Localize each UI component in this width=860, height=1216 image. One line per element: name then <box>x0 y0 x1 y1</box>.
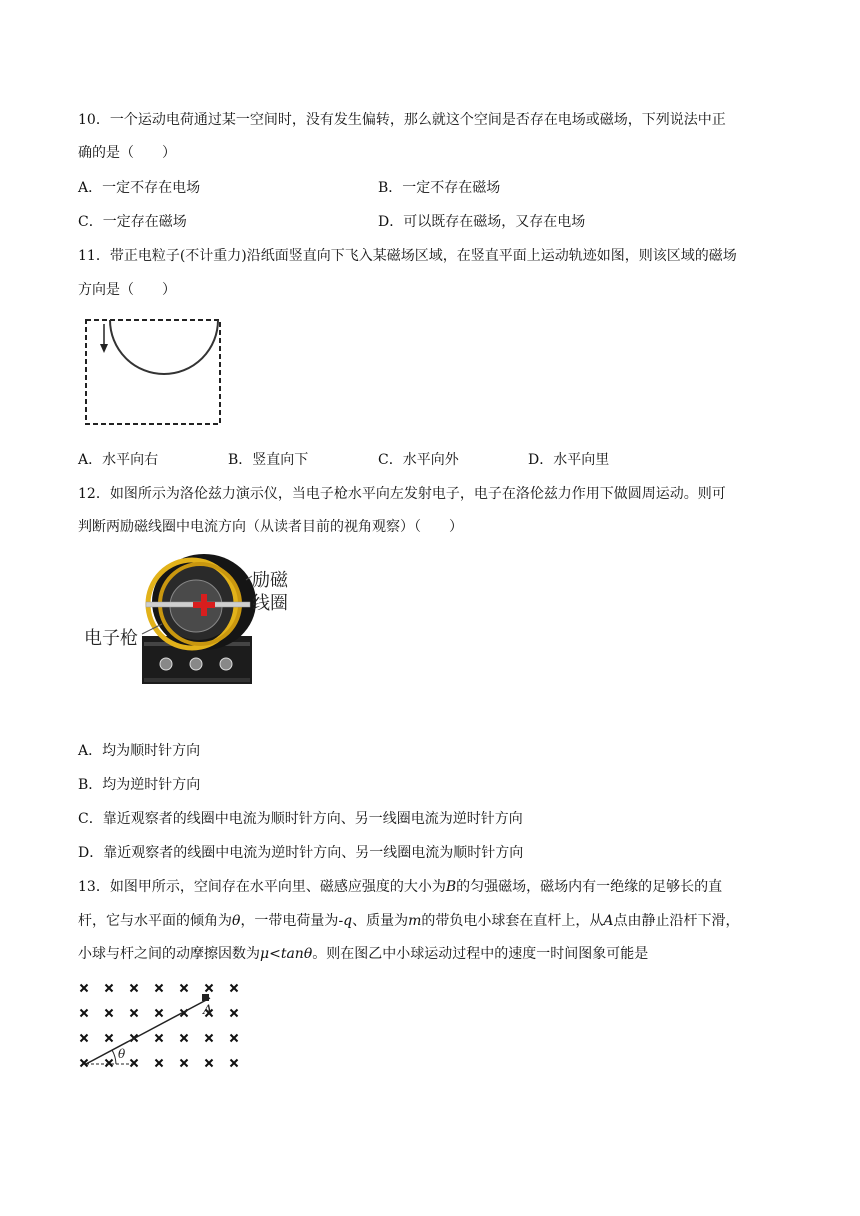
knob-icon <box>190 658 202 670</box>
q12-stem-line1: 12．如图所示为洛伦兹力演示仪，当电子枪水平向左发射电子，电子在洛伦兹力作用下做圆周运动。则可 <box>78 486 726 502</box>
x-mark-icon <box>156 1010 163 1017</box>
x-mark-icon <box>131 985 138 992</box>
semicircle-trajectory <box>110 320 218 374</box>
point-a-label: A <box>203 1003 213 1018</box>
knob-icon <box>160 658 172 670</box>
x-mark-icon <box>181 1060 188 1067</box>
x-mark-icon <box>106 1010 113 1017</box>
x-mark-icon <box>81 1035 88 1042</box>
x-mark-icon <box>156 1060 163 1067</box>
q10-option-c: C．一定存在磁场 <box>78 214 187 230</box>
q11-option-c: C．水平向外 <box>378 452 459 468</box>
q12-option-a: A．均为顺时针方向 <box>78 743 201 759</box>
q13-stem-line3: 小球与杆之间的动摩擦因数为μ<tanθ。则在图乙中小球运动过程中的速度一时间图象可能是 <box>78 946 649 962</box>
q12-stem-line2: 判断两励磁线圈中电流方向（从读者目前的视角观察）（ ） <box>78 519 463 535</box>
x-mark-icon <box>156 985 163 992</box>
x-mark-icon <box>206 1060 213 1067</box>
q11-option-b: B．竖直向下 <box>228 452 309 468</box>
x-mark-icon <box>206 1035 213 1042</box>
x-mark-icon <box>106 1035 113 1042</box>
q12-option-d: D．靠近观察者的线圈中电流为逆时针方向、另一线圈电流为顺时针方向 <box>78 845 524 861</box>
q13-stem-line2: 杆，它与水平面的倾角为θ，一带电荷量为-q、质量为m的带负电小球套在直杆上，从A点由静止沿杆下滑， <box>78 913 740 929</box>
x-mark-icon <box>81 985 88 992</box>
q11-trajectory-figure <box>84 318 224 428</box>
inclined-rod <box>86 998 213 1064</box>
q10-option-b: B．一定不存在磁场 <box>378 180 501 196</box>
x-mark-icon <box>106 1060 113 1067</box>
q10-stem-line1: 10．一个运动电荷通过某一空间时，没有发生偏转，那么就这个空间是否存在电场或磁场，下列说法中正 <box>78 112 726 128</box>
q13-stem-line1: 13．如图甲所示，空间存在水平向里、磁感应强度的大小为B的匀强磁场，磁场内有一绝缘的足够长的直 <box>78 879 723 895</box>
angle-label: θ <box>118 1047 126 1061</box>
x-mark-icon <box>156 1035 163 1042</box>
x-mark-icon <box>231 1035 238 1042</box>
x-mark-icon <box>231 985 238 992</box>
coil-label-line1: 励磁 <box>252 570 288 591</box>
knob-icon <box>220 658 232 670</box>
x-mark-icon <box>131 1010 138 1017</box>
q12-option-c: C．靠近观察者的线圈中电流为顺时针方向、另一线圈电流为逆时针方向 <box>78 811 523 827</box>
coil-label-line2: 线圈 <box>252 593 288 614</box>
electron-gun-label: 电子枪 <box>84 628 138 649</box>
x-mark-icon <box>231 1060 238 1067</box>
q13-magnetic-field-figure <box>76 978 252 1082</box>
x-mark-icon <box>106 985 113 992</box>
x-mark-icon <box>81 1010 88 1017</box>
x-mark-icon <box>181 1035 188 1042</box>
lorentz-force-apparatus-photo <box>84 552 314 692</box>
q10-stem-line2: 确的是（ ） <box>78 145 176 161</box>
q10-option-a: A．一定不存在电场 <box>78 180 201 196</box>
q10-option-d: D．可以既存在磁场，又存在电场 <box>378 214 586 230</box>
x-mark-icon <box>181 985 188 992</box>
x-mark-icon <box>231 1010 238 1017</box>
x-mark-icon <box>131 1060 138 1067</box>
q12-option-b: B．均为逆时针方向 <box>78 777 201 793</box>
velocity-arrow-head <box>100 344 108 353</box>
q11-stem-line2: 方向是（ ） <box>78 282 176 298</box>
x-mark-icon <box>206 985 213 992</box>
q11-option-d: D．水平向里 <box>528 452 610 468</box>
angle-arc <box>112 1050 116 1064</box>
q11-option-a: A．水平向右 <box>78 452 159 468</box>
q11-stem-line1: 11．带正电粒子(不计重力)沿纸面竖直向下飞入某磁场区域，在竖直平面上运动轨迹如图，则该区域的磁场 <box>78 248 737 264</box>
ball-a <box>202 994 209 1001</box>
